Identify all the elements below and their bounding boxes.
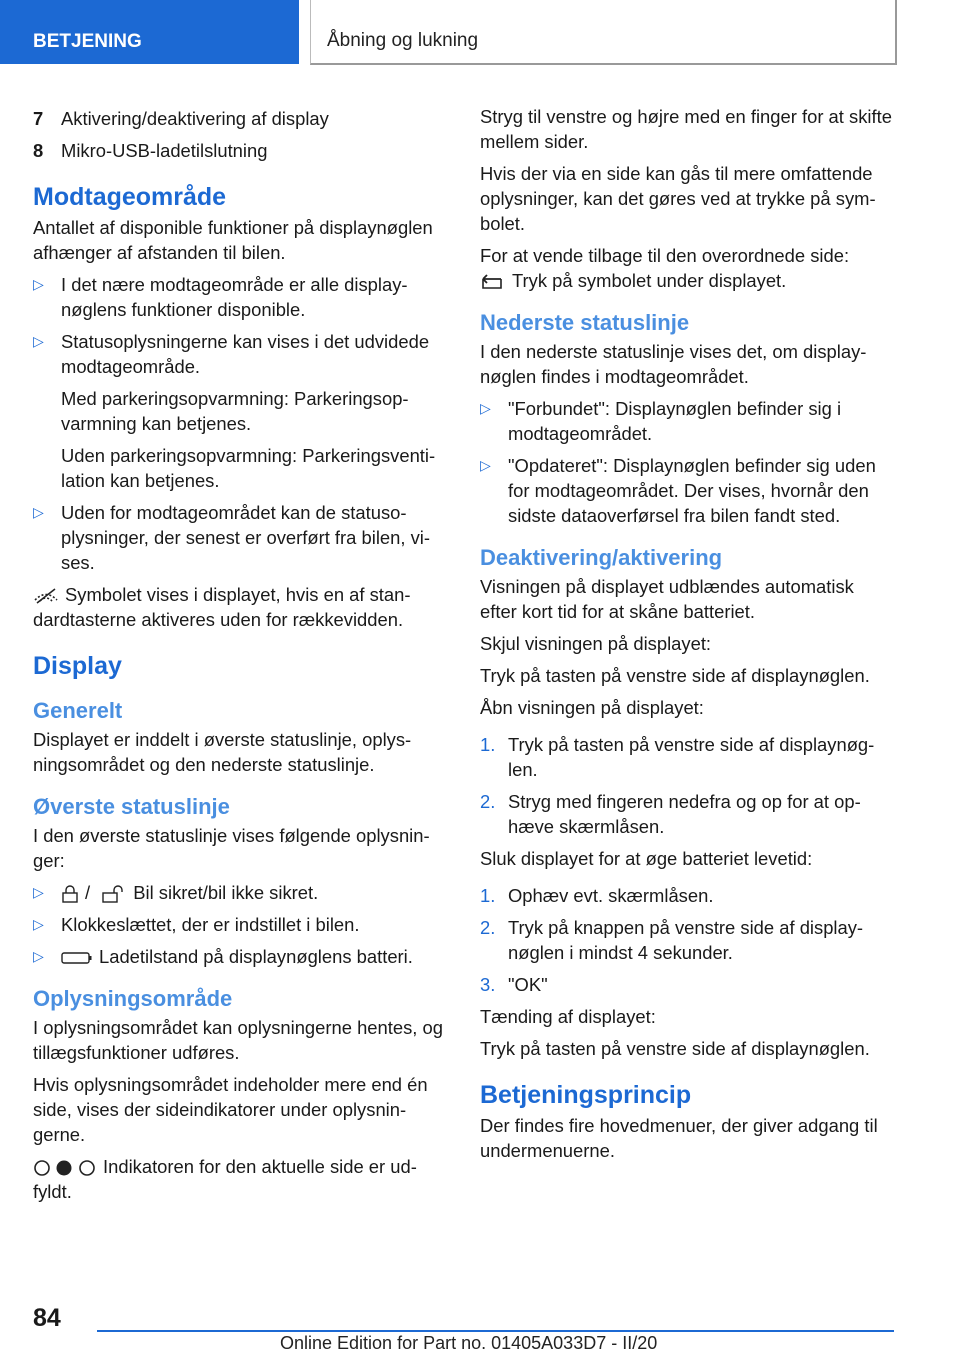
triangle-bullet-icon: ▷	[33, 948, 44, 964]
footer-edition: Online Edition for Part no. 01405A033D7 - II/20	[280, 1333, 658, 1353]
page-number: 84	[33, 1304, 61, 1332]
bullet-item	[33, 880, 447, 905]
step-number: 1.	[480, 734, 496, 755]
triangle-bullet-icon: ▷	[480, 457, 491, 473]
paragraph: I den nederste statuslinje vises det, om display-nøglen findes i modtageområdet.	[480, 341, 867, 387]
sub-paragraph: Uden parkeringsopvarmning: Parkeringsventi-lation kan betjenes.	[61, 445, 436, 491]
item-text: Aktivering/deaktivering af display	[61, 108, 329, 129]
bullet-text: "Forbundet": Displaynøglen befinder sig i modtageområdet.	[508, 398, 842, 444]
step-number: 3.	[480, 974, 496, 995]
symbol-text: Symbolet vises i displayet, hvis en af stan-dardtasterne aktiveres uden for rækkevidden.	[33, 584, 411, 630]
list-item	[480, 883, 894, 908]
triangle-bullet-icon: ▷	[33, 333, 44, 349]
list-item	[33, 138, 447, 163]
paragraph: Displayet er inddelt i øverste statuslinje, oplys-ningsområdet og den nederste statuslinje.	[33, 729, 412, 775]
bullet-text: Klokkeslættet, der er indstillet i bilen.	[61, 914, 360, 935]
paragraph: Der findes fire hovedmenuer, der giver adgang til undermenuerne.	[480, 1115, 878, 1161]
list-item	[480, 789, 894, 839]
item-number: 7	[33, 108, 44, 129]
heading-generelt: Generelt	[33, 698, 123, 723]
symbol-paragraph	[33, 582, 447, 632]
item-number: 8	[33, 140, 44, 161]
header-title: Åbning og lukning	[327, 30, 479, 51]
step-number: 2.	[480, 917, 496, 938]
paragraph: Skjul visningen på displayet:	[480, 633, 712, 654]
paragraph: Hvis oplysningsområdet indeholder mere end én side, vises der sideindikatorer under oplysnin-gerne.	[33, 1074, 428, 1145]
triangle-bullet-icon: ▷	[33, 504, 44, 520]
no-signal-icon	[33, 588, 59, 604]
paragraph: Tryk på tasten på venstre side af displaynøglen.	[480, 1038, 870, 1059]
item-text: Mikro-USB-ladetilslutning	[61, 140, 268, 161]
bullet-item	[33, 500, 447, 575]
heading-display: Display	[33, 652, 122, 680]
list-item	[480, 915, 894, 965]
bullet-content	[61, 944, 447, 969]
paragraph: Åbn visningen på displayet:	[480, 697, 704, 718]
bullet-text: "Opdateret": Displaynøglen befinder sig uden for modtageområdet. Der vises, hvornår den sidste dataoverførsel fra bilen fandt sted.	[508, 455, 876, 526]
step-number: 1.	[480, 885, 496, 906]
list-item	[480, 732, 894, 782]
paragraph: Visningen på displayet udblændes automatisk efter kort tid for at skåne batteriet.	[480, 576, 854, 622]
lock-open-icon	[101, 885, 127, 903]
triangle-bullet-icon: ▷	[33, 276, 44, 292]
bullet-item	[33, 912, 447, 937]
triangle-bullet-icon: ▷	[33, 916, 44, 932]
back-symbol-text: Tryk på symbolet under displayet.	[512, 270, 787, 291]
step-text: "OK"	[508, 974, 548, 995]
back-symbol-paragraph	[480, 268, 894, 293]
page-indicator-icon	[33, 1158, 97, 1178]
paragraph: For at vende tilbage til den overordnede side:	[480, 245, 850, 266]
heading-oplysningsomraade: Oplysningsområde	[33, 986, 233, 1011]
step-number: 2.	[480, 791, 496, 812]
heading-deaktivering: Deaktivering/aktivering	[480, 545, 723, 570]
lock-closed-icon	[61, 885, 79, 903]
paragraph: Antallet af disponible funktioner på displaynøglen afhænger af afstanden til bilen.	[33, 217, 433, 263]
step-text: Tryk på tasten på venstre side af displaynøg-len.	[508, 734, 875, 780]
paragraph: Sluk displayet for at øge batteriet levetid:	[480, 848, 813, 869]
bullet-item	[480, 453, 894, 528]
step-text: Stryg med fingeren nedefra og op for at op-hæve skærmlåsen.	[508, 791, 861, 837]
paragraph: Tryk på tasten på venstre side af displaynøglen.	[480, 665, 870, 686]
sub-paragraph: Med parkeringsopvarmning: Parkeringsop-varmning kan betjenes.	[61, 388, 409, 434]
bullet-item	[480, 396, 894, 446]
battery-icon	[61, 951, 93, 965]
back-arrow-icon	[480, 274, 504, 290]
footer-divider	[97, 1330, 894, 1332]
heading-modtageomraade: Modtageområde	[33, 183, 227, 211]
bullet-text: Statusoplysningerne kan vises i det udvidede modtageområde.	[61, 331, 430, 377]
left-column	[33, 106, 447, 1211]
bullet-item	[33, 272, 447, 322]
heading-betjeningsprincip: Betjeningsprincip	[480, 1081, 692, 1109]
bullet-text: I det nære modtageområde er alle display-nøglens funktioner disponible.	[61, 274, 408, 320]
heading-overste-statuslinje: Øverste statuslinje	[33, 794, 230, 819]
step-text: Tryk på knappen på venstre side af display-nøglen i mindst 4 sekunder.	[508, 917, 864, 963]
header-section-tab	[0, 0, 299, 64]
triangle-bullet-icon: ▷	[33, 884, 44, 900]
bullet-item	[33, 329, 447, 379]
step-text: Ophæv evt. skærmlåsen.	[508, 885, 714, 906]
bullet-text: Ladetilstand på displaynøglens batteri.	[99, 946, 413, 967]
triangle-bullet-icon: ▷	[480, 400, 491, 416]
list-item	[480, 972, 894, 997]
header-section-label: BETJENING	[33, 31, 142, 52]
bullet-text: Uden for modtageområdet kan de statuso-plysninger, der senest er overført fra bilen, vi-ses.	[61, 502, 430, 573]
bullet-text: Bil sikret/bil ikke sikret.	[133, 882, 319, 903]
paragraph: I oplysningsområdet kan oplysningerne hentes, og tillægsfunktioner udføres.	[33, 1017, 443, 1063]
slash-separator: /	[85, 882, 91, 903]
paragraph: I den øverste statuslinje vises følgende oplysnin-ger:	[33, 825, 430, 871]
header-title-box	[310, 0, 897, 65]
indicator-text: Indikatoren for den aktuelle side er ud-fyldt.	[33, 1156, 417, 1202]
heading-nederste-statuslinje: Nederste statuslinje	[480, 310, 690, 335]
bullet-content	[61, 880, 447, 905]
bullet-item	[33, 944, 447, 969]
paragraph: Tænding af displayet:	[480, 1006, 656, 1027]
paragraph: Hvis der via en side kan gås til mere omfattende oplysninger, kan det gøres ved at trykke på sym-bolet.	[480, 163, 876, 234]
list-item	[33, 106, 447, 131]
right-column	[480, 104, 894, 1170]
paragraph: Stryg til venstre og højre med en finger for at skifte mellem sider.	[480, 106, 892, 152]
indicator-paragraph	[33, 1154, 447, 1204]
